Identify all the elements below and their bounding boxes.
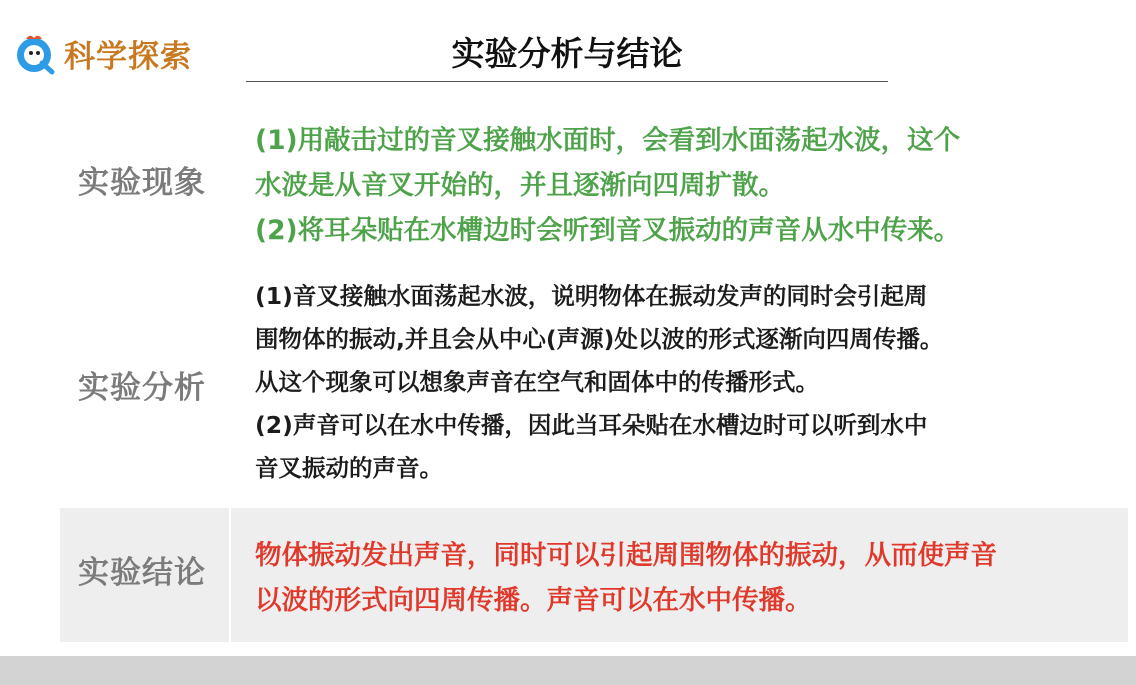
phenomenon-line: (2)将耳朵贴在水槽边时会听到音叉振动的声音从水中传来。: [255, 215, 961, 246]
brand-name: 科学探索: [64, 38, 192, 75]
conclusion-line: 物体振动发出声音，同时可以引起周围物体的振动，从而使声音: [255, 540, 997, 571]
conclusion-line: 以波的形式向四周传播。声音可以在水中传播。: [255, 585, 812, 616]
phenomenon-text: [255, 118, 960, 253]
brand-logo: [12, 30, 192, 76]
analysis-line: 围物体的振动,并且会从中心(声源)处以波的形式逐渐向四周传播。: [255, 325, 944, 353]
phenomenon-line: (1)用敲击过的音叉接触水面时，会看到水面荡起水波，这个: [255, 125, 961, 156]
analysis-line: 音叉振动的声音。: [255, 454, 443, 482]
magnifier-q-icon: [12, 30, 58, 76]
bottom-bar: [0, 656, 1136, 685]
title-underline: [246, 81, 888, 82]
analysis-label: 实验分析: [78, 370, 206, 406]
analysis-text: [255, 275, 943, 490]
analysis-line: (1)音叉接触水面荡起水波，说明物体在振动发声的同时会引起周: [255, 282, 928, 310]
phenomenon-line: 水波是从音叉开始的，并且逐渐向四周扩散。: [255, 170, 785, 201]
analysis-line: 从这个现象可以想象声音在空气和固体中的传播形式。: [255, 368, 819, 396]
conclusion-divider: [229, 508, 231, 642]
analysis-line: (2)声音可以在水中传播，因此当耳朵贴在水槽边时可以听到水中: [255, 411, 928, 439]
conclusion-text: [255, 533, 997, 623]
conclusion-label: 实验结论: [78, 555, 206, 591]
phenomenon-label: 实验现象: [78, 165, 206, 201]
page-title: 实验分析与结论: [451, 34, 683, 73]
